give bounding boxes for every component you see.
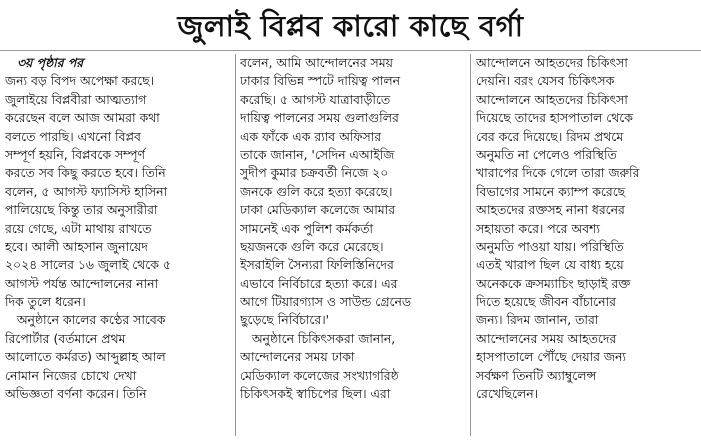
text-line: দায়িত্ব পালনের সময় গুলাগুলির bbox=[240, 110, 399, 126]
text-line: খারাপের দিকে গেলে তারা জরুরি bbox=[476, 165, 640, 181]
text-line: জনকে গুলি করে হত্যা করেছে। bbox=[240, 183, 393, 199]
text-line: নোমান নিজের চোখে দেখা bbox=[5, 367, 137, 383]
text-line: ঢাকা মেডিক্যাল কলেজে আমার bbox=[240, 202, 396, 218]
text-line: বের করে দিয়েছে। রিদম প্রথমে bbox=[476, 128, 624, 144]
text-line: মেডিক্যাল কলেজের সংখ্যাগরিষ্ঠ bbox=[240, 367, 399, 383]
text-line: জুলাইয়ে বিপ্লবীরা আত্মত্যাগ bbox=[5, 91, 147, 107]
text-line: অনুমতি পাওয়া যায়। পরিস্থিতি bbox=[476, 238, 624, 254]
text-line: ২০২৪ সালের ১৬ জুলাই থেকে ৫ bbox=[5, 257, 171, 273]
text-line: জন্য। রিদম জানান, তারা bbox=[476, 312, 599, 328]
headline: জুলাই বিপ্লব কারো কাছে বর্গা bbox=[177, 9, 524, 43]
article-column-2 bbox=[240, 54, 466, 436]
text-line: রয়ে গেছে, এটা মাথায় রাখতে bbox=[5, 220, 152, 236]
text-line: এতই খারাপ ছিল যে বাধ্য হয়ে bbox=[476, 257, 624, 273]
text-line: ছয়জনকে গুলি করে মেরেছে। bbox=[240, 238, 384, 254]
text-line: রিপোর্টার (বর্তমানে প্রথম bbox=[5, 330, 126, 346]
text-line: আহতদের রক্তসহ নানা ধরনের bbox=[476, 202, 625, 218]
text-line: ঢাকার বিভিন্ন স্পটে দায়িত্ব পালন bbox=[240, 73, 401, 89]
text-line: অনুমতি না পেলেও পরিস্থিতি bbox=[476, 146, 617, 162]
continuation-label: ৩য় পৃষ্ঠার পর bbox=[17, 55, 84, 70]
text-line: অনুষ্ঠানে কালের কণ্ঠের সাবেক bbox=[5, 312, 166, 328]
text-line: সুদীপ কুমার চক্রবর্তী নিজে ২০ bbox=[240, 165, 389, 181]
text-line: দেয়নি। বরং যেসব চিকিৎসক bbox=[476, 73, 615, 89]
text-line: আন্দোলনে আহতদের চিকিৎসা bbox=[476, 91, 628, 107]
headline-rule bbox=[0, 50, 701, 51]
text-line: আন্দোলনে আহতদের চিকিৎসা bbox=[476, 55, 628, 70]
text-line: দিক তুলে ধরেন। bbox=[5, 294, 86, 310]
text-line: অনেককে ক্রসম্যাচিং ছাড়াই রক্ত bbox=[476, 275, 631, 291]
text-line: সর্বক্ষণ তিনটি অ্যাম্বুলেন্স bbox=[476, 367, 597, 383]
text-line: করেছেন বলে আজ আমরা কথা bbox=[5, 110, 160, 126]
text-line: পালিয়েছে কিন্তু তার অনুসারীরা bbox=[5, 202, 158, 218]
text-line: বলতে পারছি। এখনো বিপ্লব bbox=[5, 128, 141, 144]
text-line: আন্দোলনের সময় ঢাকা bbox=[240, 349, 355, 365]
text-line: করতে সব কিছু করতে হবে। তিনি bbox=[5, 165, 166, 181]
text-line: সম্পূর্ণ হয়নি, বিপ্লবকে সম্পূর্ণ bbox=[5, 146, 146, 162]
text-line: চিকিৎসকই স্বাচিপের ছিল। এরা bbox=[240, 386, 391, 402]
text-line: সহায়তা করে। পরে অবশ্য bbox=[476, 220, 600, 236]
text-line: আগে টিয়ারগ্যাস ও সাউন্ড গ্রেনেড bbox=[240, 294, 412, 310]
text-line: বিভাগের সামনে ক্যাম্প করেছে bbox=[476, 183, 626, 199]
text-line: দিতে হয়েছে জীবন বাঁচানোর bbox=[476, 294, 616, 310]
text-line: রেখেছিলেন। bbox=[476, 386, 539, 402]
text-line: অনুষ্ঠানে চিকিৎসকরা জানান, bbox=[240, 330, 396, 346]
text-line: এভাবে নির্বিচারে হত্যা করে। এর bbox=[240, 275, 398, 291]
text-line: এক ফাঁকে এক র‍্যাব অফিসার bbox=[240, 128, 382, 144]
text-line: ইসরাইলি সৈন্যরা ফিলিস্তিনিদের bbox=[240, 257, 394, 273]
text-line: ছুড়েছে নির্বিচারে।' bbox=[240, 312, 330, 328]
text-line: হবে। আলী আহসান জুনায়েদ bbox=[5, 238, 148, 254]
text-line: জন্য বড় বিপদ অপেক্ষা করছে। bbox=[5, 73, 155, 89]
text-line: আগস্ট পর্যন্ত আন্দোলনের নানা bbox=[5, 275, 159, 291]
text-line: বলেন, আমি আন্দোলনের সময় bbox=[240, 55, 393, 70]
text-line: আন্দোলনের সময় আহতদের bbox=[476, 330, 617, 346]
text-line: হাসপাতালে পৌঁছে দেয়ার জন্য bbox=[476, 349, 626, 365]
text-line: দিয়েছে তাদের হাসপাতাল থেকে bbox=[476, 110, 633, 126]
article-column-3 bbox=[476, 54, 698, 436]
article-column-1 bbox=[5, 54, 231, 436]
text-line: অভিজ্ঞতা বর্ণনা করেন। তিনি bbox=[5, 386, 147, 402]
text-line: আলোতে কর্মরত) আব্দুল্লাহ আল bbox=[5, 349, 166, 365]
text-line: সামনেই এক পুলিশ কর্মকর্তা bbox=[240, 220, 374, 236]
text-line: বলেন, ৫ আগস্ট ফ্যাসিস্ট হাসিনা bbox=[5, 183, 168, 199]
text-line: করেছি। ৫ আগস্ট যাত্রাবাড়ীতে bbox=[240, 91, 391, 107]
column-divider bbox=[470, 54, 471, 436]
column-divider bbox=[235, 54, 236, 436]
text-line: তাকে জানান, 'সেদিন এআইজি bbox=[240, 146, 395, 162]
